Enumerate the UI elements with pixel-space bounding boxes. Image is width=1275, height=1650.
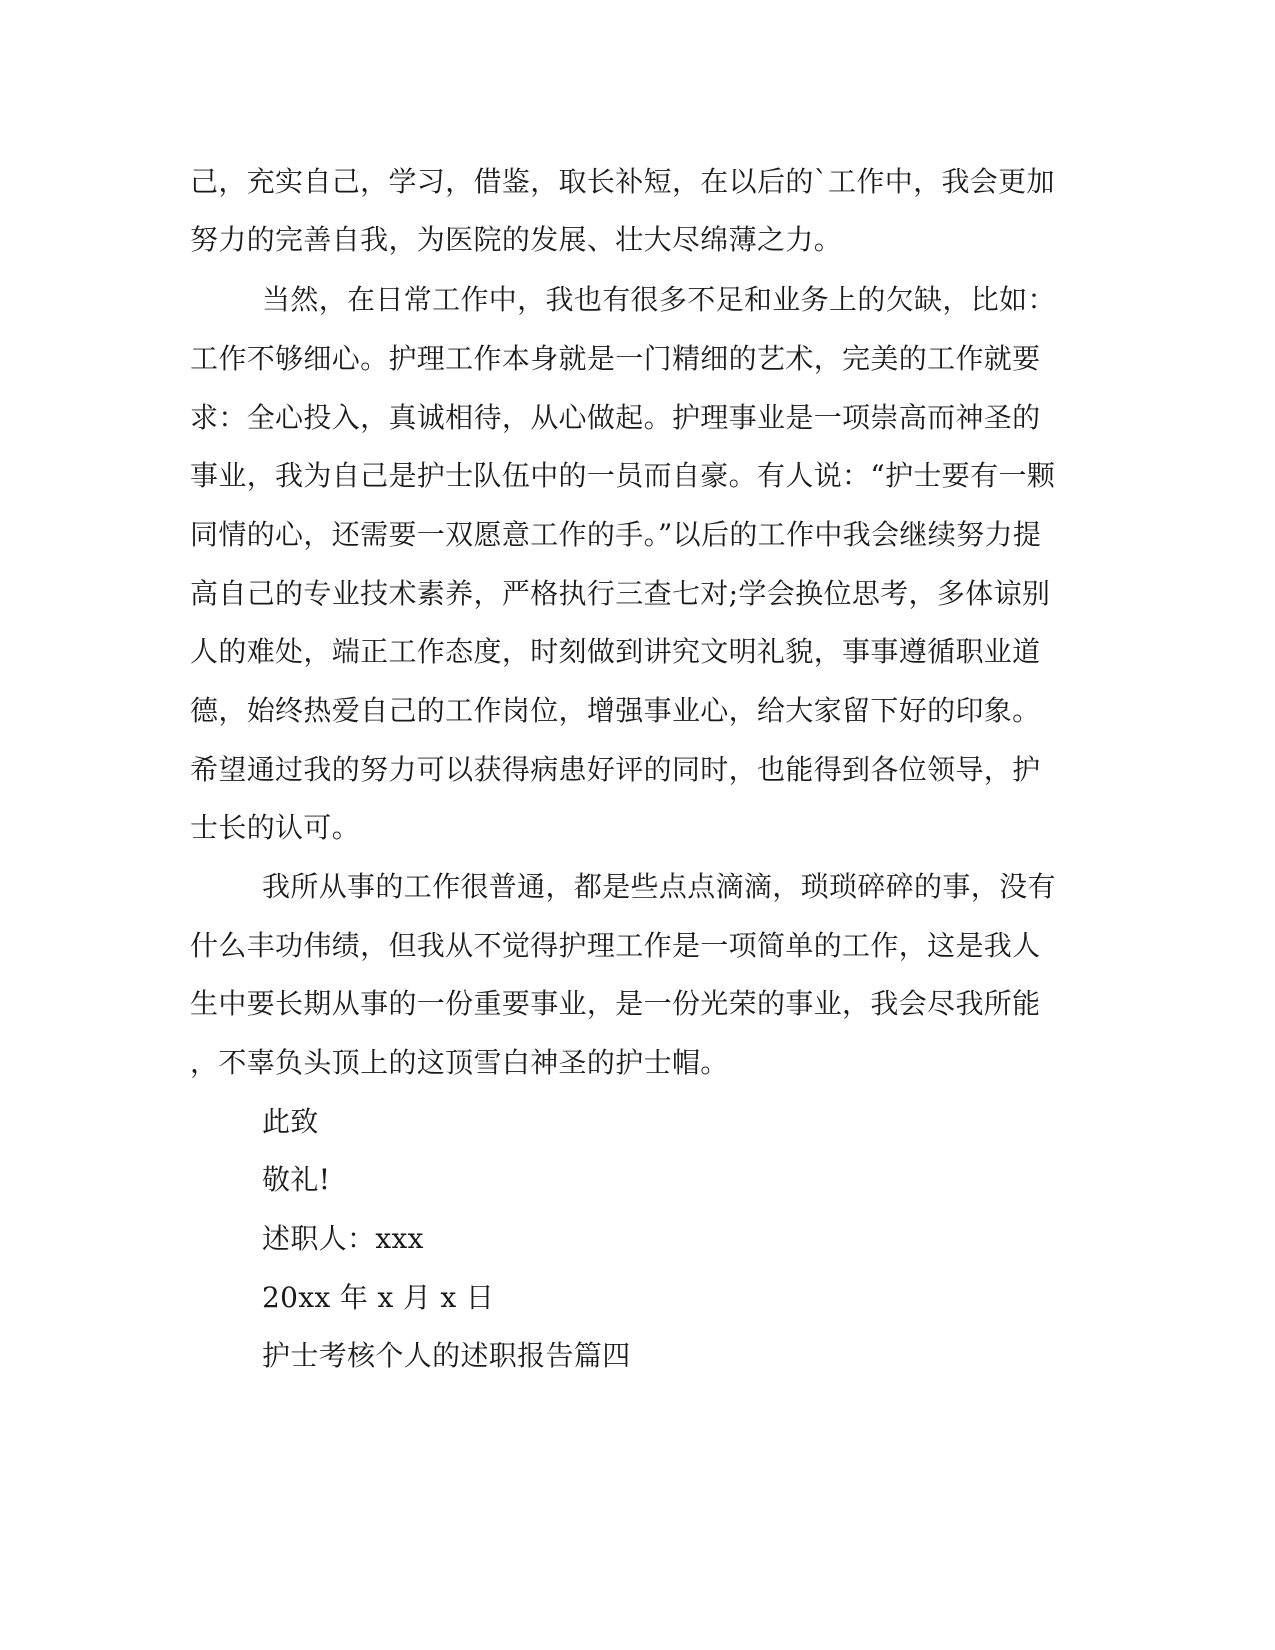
text-line: 希望通过我的努力可以获得病患好评的同时，也能得到各位领导，护 bbox=[190, 753, 1041, 786]
text-line: 工作不够细心。护理工作本身就是一门精细的艺术，完美的工作就要 bbox=[190, 342, 1041, 375]
text-line: 事业，我为自己是护士队伍中的一员而自豪。有人说：“护士要有一颗 bbox=[190, 459, 1056, 492]
text-line: 努力的完善自我，为医院的发展、壮大尽绵薄之力。 bbox=[190, 223, 843, 256]
date-line: 20xx 年 x 月 x 日 bbox=[262, 1281, 495, 1314]
text-line: 德，始终热爱自己的工作岗位，增强事业心，给大家留下好的印象。 bbox=[190, 694, 1041, 727]
salutation-line: 敬礼! bbox=[262, 1163, 331, 1196]
text-line: 什么丰功伟绩，但我从不觉得护理工作是一项简单的工作，这是我人 bbox=[190, 929, 1041, 962]
paragraph-start-line: 当然，在日常工作中，我也有很多不足和业务上的欠缺，比如： bbox=[262, 283, 1056, 316]
signature-line: 述职人：xxx bbox=[262, 1222, 424, 1255]
text-line: 高自己的专业技术素养，严格执行三查七对;学会换位思考，多体谅别 bbox=[190, 577, 1051, 610]
section-title: 护士考核个人的述职报告篇四 bbox=[262, 1339, 631, 1372]
text-line: 人的难处，端正工作态度，时刻做到讲究文明礼貌，事事遵循职业道 bbox=[190, 635, 1041, 668]
text-line: 士长的认可。 bbox=[190, 811, 361, 844]
salutation-line: 此致 bbox=[262, 1105, 319, 1138]
paragraph-start-line: 我所从事的工作很普通，都是些点点滴滴，琐琐碎碎的事，没有 bbox=[262, 870, 1056, 903]
text-line: 生中要长期从事的一份重要事业，是一份光荣的事业，我会尽我所能 bbox=[190, 987, 1041, 1020]
text-line: ，不辜负头顶上的这顶雪白神圣的护士帽。 bbox=[190, 1046, 729, 1079]
text-line: 己，充实自己，学习，借鉴，取长补短，在以后的`工作中，我会更加 bbox=[190, 165, 1055, 198]
text-line: 同情的心，还需要一双愿意工作的手。”以后的工作中我会继续努力提 bbox=[190, 518, 1042, 551]
text-line: 求：全心投入，真诚相待，从心做起。护理事业是一项崇高而神圣的 bbox=[190, 401, 1041, 434]
